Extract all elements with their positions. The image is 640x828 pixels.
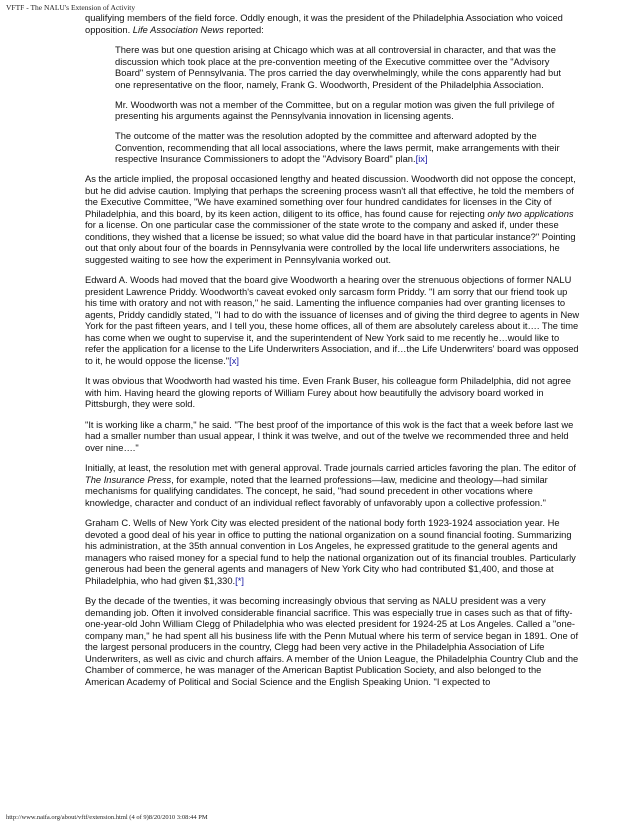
quote-paragraph: There was but one question arising at Chicago which was at all controversial in character, and that was the discussion which took place at the pre-convention meeting of the Executive committee over the "Advisory Board" system of Pennsylvania. The pros carried the day overwhelmingly, while the cons apparently had but one representative on the floor, namely, Frank G. Woodworth, President of the Philadelphia Association. bbox=[115, 45, 561, 90]
paragraph: "It is working like a charm," he said. "The best proof of the importance of this wok is the fact that a week before last we had a smaller number than usual appear, I think it was twelve, and out of the twelve we recommended three and held over nine…." bbox=[85, 419, 574, 453]
paragraph: qualifying members of the field force. Oddly enough, it was the president of the Philadelphia Association who voiced opposition. Life Association News reported: bbox=[85, 13, 563, 35]
publication-title: Life Association News bbox=[132, 24, 224, 35]
publication-title: The Insurance Press bbox=[85, 474, 172, 485]
paragraph: It was obvious that Woodworth had wasted his time. Even Frank Buser, his colleague form Philadelphia, did not agree with him. Having heard the glowing reports of William Furey about how beautifully the advisory board worked in Pittsburgh, they were sold. bbox=[85, 376, 571, 409]
page-header: VFTF - The NALU's Extension of Activity bbox=[6, 3, 136, 12]
page-footer-url: http://www.naifa.org/about/vftf/extension.html (4 of 9)8/20/2010 3:08:44 PM bbox=[6, 814, 208, 821]
footnote-link-x[interactable]: [x] bbox=[229, 355, 239, 366]
quote-paragraph: Mr. Woodworth was not a member of the Committee, but on a regular motion was given the full privilege of presenting his arguments against the Pennsylvania innovation in licensing agents. bbox=[115, 99, 555, 121]
block-quote bbox=[115, 45, 577, 166]
paragraph: By the decade of the twenties, it was becoming increasingly obvious that serving as NALU president was a very demanding job. Often it involved considerable financial sacrifice. This was especially true in cases such as that of fifty-one-year-old John William Clegg of Philadelphia who was elected president for 1924-25 at Los Angeles. Called a "one-company man," he had spent all his business life with the Penn Mutual where his term of service began in 1891. One of the largest personal producers in the country, Clegg had been very active in the Philadelphia Association of Life Underwriters, as well as civic and church affairs. A member of the Union League, the Philadelphia Country Club and the Chamber of commerce, he was manager of the American Baptist Publication Society, and also belonged to the American Academy of Political and Social Science and the English Speaking Union. "I expected to bbox=[85, 596, 579, 687]
paragraph: Graham C. Wells of New York City was elected president of the national body forth 1923-1924 association year. He devoted a good deal of his year in office to putting the national organization on a sound financial footing. Summarizing his administration, at the 35th annual convention in Los Angeles, he expressed gratitude to the general agents and managers who raised money for a special fund to help the national organization out of its financial troubles. Particularly generous had been the general agents and managers of New York City who had contributed $1,400, and those at Philadelphia, who had given $1,330.[*] bbox=[85, 518, 576, 586]
paragraph: Edward A. Woods had moved that the board give Woodworth a hearing over the strenuous objections of former NALU president Lawrence Priddy. Woodworth's caveat evoked only sarcasm form Priddy. "I am sorry that our friend took up his time with oratory and not with reason," he said. Lamenting the influence companies had over granting licenses to agents, Priddy candidly stated, "I had to do with the issuance of licenses and of giving the third degree to agents in New York for the past fifteen years, and I tell you, these home offices, all of them are absolutely careless about it…. The time has come when we ought to supervise it, and the superintendent of New York said to me recently he…would like to refer the application for a license to the Life Underwriters Association, and if…the Life Underwriters' board was opposed to it, he would oppose the license."[x] bbox=[85, 275, 580, 366]
footnote-link-star[interactable]: [*] bbox=[235, 575, 244, 586]
article-body bbox=[85, 13, 581, 697]
quote-paragraph: The outcome of the matter was the resolution adopted by the committee and afterward adopted by the Convention, recommending that all local associations, where the laws permit, make arrangements with their respective Insurance Commissioners to adopt the "Advisory Board" plan.[ix] bbox=[115, 131, 560, 164]
paragraph: Initially, at least, the resolution met with general approval. Trade journals carried articles favoring the plan. The editor of The Insurance Press, for example, noted that the learned professions—law, medicine and theology—had similar mechanisms for qualifying candidates. The concept, he said, "had sound precedent in other vocations where knowledge, character and conduct of an individual reflect favorably of unfavorably upon a collective profession." bbox=[85, 463, 576, 508]
paragraph: As the article implied, the proposal occasioned lengthy and heated discussion. Woodworth did not oppose the concept, but he did advise caution. Implying that perhaps the screening process wasn't all that effective, he told the members of the Executive Committee, "We have examined something over four hundred candidates for licenses in the City of Philadelphia, and this board, by its keen action, diligent to its office, has found cause for rejecting only two applications for a license. On one particular case the commissioner of the state wrote to the company and asked if, under these conditions, they wished that a license be issued; so what value did the board have in that particular instance?" Pointing out that only about four of the boards in Pennsylvania were controlled by the local life underwriters associations, he suggested waiting to see how the experiment in Pennsylvania worked out. bbox=[85, 174, 576, 265]
footnote-link-ix[interactable]: [ix] bbox=[415, 154, 428, 164]
